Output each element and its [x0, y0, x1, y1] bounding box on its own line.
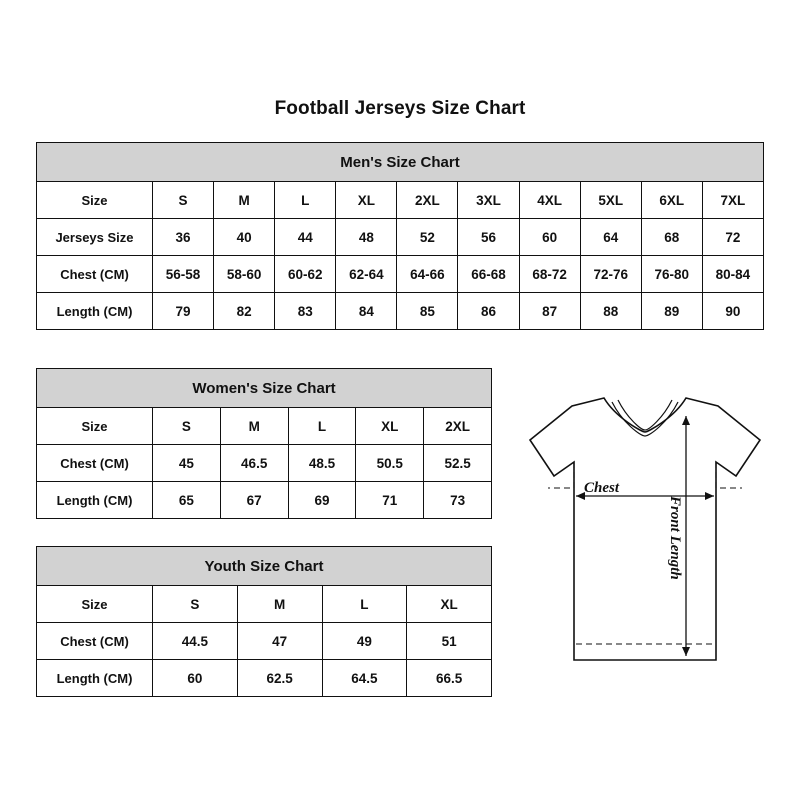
womens-size-chart-section — [36, 368, 492, 519]
youth-size-header: S — [153, 586, 238, 623]
youth-row-label: Length (CM) — [37, 660, 153, 697]
mens-row-label: Jerseys Size — [37, 219, 153, 256]
table-cell: 86 — [458, 293, 519, 330]
mens-row-label: Length (CM) — [37, 293, 153, 330]
table-row — [37, 293, 764, 330]
table-cell: 76-80 — [641, 256, 702, 293]
table-header-row — [37, 182, 764, 219]
table-cell: 69 — [288, 482, 356, 519]
chest-measurement-label: Chest — [584, 480, 620, 496]
front-length-arrow-bottom — [682, 647, 690, 656]
table-cell: 71 — [356, 482, 424, 519]
table-cell: 47 — [237, 623, 322, 660]
table-cell: 66-68 — [458, 256, 519, 293]
table-row — [37, 219, 764, 256]
table-cell: 67 — [220, 482, 288, 519]
page-title: Football Jerseys Size Chart — [274, 98, 526, 119]
mens-size-header: 7XL — [702, 182, 763, 219]
mens-row-label: Chest (CM) — [37, 256, 153, 293]
table-row — [37, 482, 492, 519]
womens-row-label: Chest (CM) — [37, 445, 153, 482]
table-cell: 44.5 — [153, 623, 238, 660]
table-cell: 48.5 — [288, 445, 356, 482]
mens-size-chart-section — [36, 142, 764, 330]
mens-size-header: XL — [336, 182, 397, 219]
youth-size-header: L — [322, 586, 407, 623]
youth-size-header: M — [237, 586, 322, 623]
mens-size-header: S — [153, 182, 214, 219]
table-cell: 85 — [397, 293, 458, 330]
womens-size-header: 2XL — [424, 408, 492, 445]
table-cell: 72-76 — [580, 256, 641, 293]
table-caption-row — [37, 369, 492, 408]
youth-row-label: Chest (CM) — [37, 623, 153, 660]
womens-size-header: M — [220, 408, 288, 445]
mens-table-caption: Men's Size Chart — [37, 143, 764, 182]
table-cell: 66.5 — [407, 660, 492, 697]
table-cell: 64 — [580, 219, 641, 256]
youth-table-caption: Youth Size Chart — [37, 547, 492, 586]
youth-row-label-header: Size — [37, 586, 153, 623]
table-cell: 40 — [214, 219, 275, 256]
womens-row-label-header: Size — [37, 408, 153, 445]
front-length-arrow-top — [682, 416, 690, 425]
table-cell: 64.5 — [322, 660, 407, 697]
youth-size-header: XL — [407, 586, 492, 623]
womens-table-caption: Women's Size Chart — [37, 369, 492, 408]
womens-size-header: XL — [356, 408, 424, 445]
table-row — [37, 660, 492, 697]
table-cell: 68 — [641, 219, 702, 256]
mens-size-header: M — [214, 182, 275, 219]
table-cell: 88 — [580, 293, 641, 330]
table-cell: 83 — [275, 293, 336, 330]
womens-size-header: S — [153, 408, 221, 445]
jersey-body-outline — [530, 398, 760, 660]
table-cell: 79 — [153, 293, 214, 330]
jersey-measurement-diagram — [500, 392, 790, 702]
table-cell: 89 — [641, 293, 702, 330]
table-cell: 65 — [153, 482, 221, 519]
table-header-row — [37, 408, 492, 445]
mens-row-label-header: Size — [37, 182, 153, 219]
table-cell: 73 — [424, 482, 492, 519]
table-cell: 45 — [153, 445, 221, 482]
table-cell: 62.5 — [237, 660, 322, 697]
table-row — [37, 256, 764, 293]
mens-size-header: 4XL — [519, 182, 580, 219]
table-cell: 72 — [702, 219, 763, 256]
youth-size-chart-section — [36, 546, 492, 697]
table-cell: 46.5 — [220, 445, 288, 482]
mens-size-header: 3XL — [458, 182, 519, 219]
table-row — [37, 623, 492, 660]
table-cell: 64-66 — [397, 256, 458, 293]
table-cell: 56 — [458, 219, 519, 256]
table-cell: 58-60 — [214, 256, 275, 293]
table-cell: 60 — [519, 219, 580, 256]
table-row — [37, 445, 492, 482]
mens-size-header: 5XL — [580, 182, 641, 219]
table-cell: 52.5 — [424, 445, 492, 482]
left-sleeve-seam — [548, 462, 574, 488]
womens-row-label: Length (CM) — [37, 482, 153, 519]
table-cell: 60-62 — [275, 256, 336, 293]
collar-line-inner — [618, 400, 672, 430]
womens-size-table — [36, 368, 492, 519]
table-caption-row — [37, 143, 764, 182]
table-header-row — [37, 586, 492, 623]
table-cell: 82 — [214, 293, 275, 330]
chest-arrow-right — [705, 492, 714, 500]
table-caption-row — [37, 547, 492, 586]
table-cell: 80-84 — [702, 256, 763, 293]
table-cell: 68-72 — [519, 256, 580, 293]
table-cell: 60 — [153, 660, 238, 697]
mens-size-header: 2XL — [397, 182, 458, 219]
table-cell: 90 — [702, 293, 763, 330]
table-cell: 51 — [407, 623, 492, 660]
table-cell: 62-64 — [336, 256, 397, 293]
table-cell: 87 — [519, 293, 580, 330]
table-cell: 84 — [336, 293, 397, 330]
mens-size-table — [36, 142, 764, 330]
youth-size-table — [36, 546, 492, 697]
womens-size-header: L — [288, 408, 356, 445]
front-length-measurement-label: Front Length — [667, 496, 683, 580]
table-cell: 36 — [153, 219, 214, 256]
right-sleeve-seam — [716, 462, 742, 488]
table-cell: 50.5 — [356, 445, 424, 482]
jersey-outline-svg — [500, 392, 790, 692]
table-cell: 56-58 — [153, 256, 214, 293]
table-cell: 48 — [336, 219, 397, 256]
table-cell: 52 — [397, 219, 458, 256]
mens-size-header: 6XL — [641, 182, 702, 219]
table-cell: 44 — [275, 219, 336, 256]
mens-size-header: L — [275, 182, 336, 219]
table-cell: 49 — [322, 623, 407, 660]
